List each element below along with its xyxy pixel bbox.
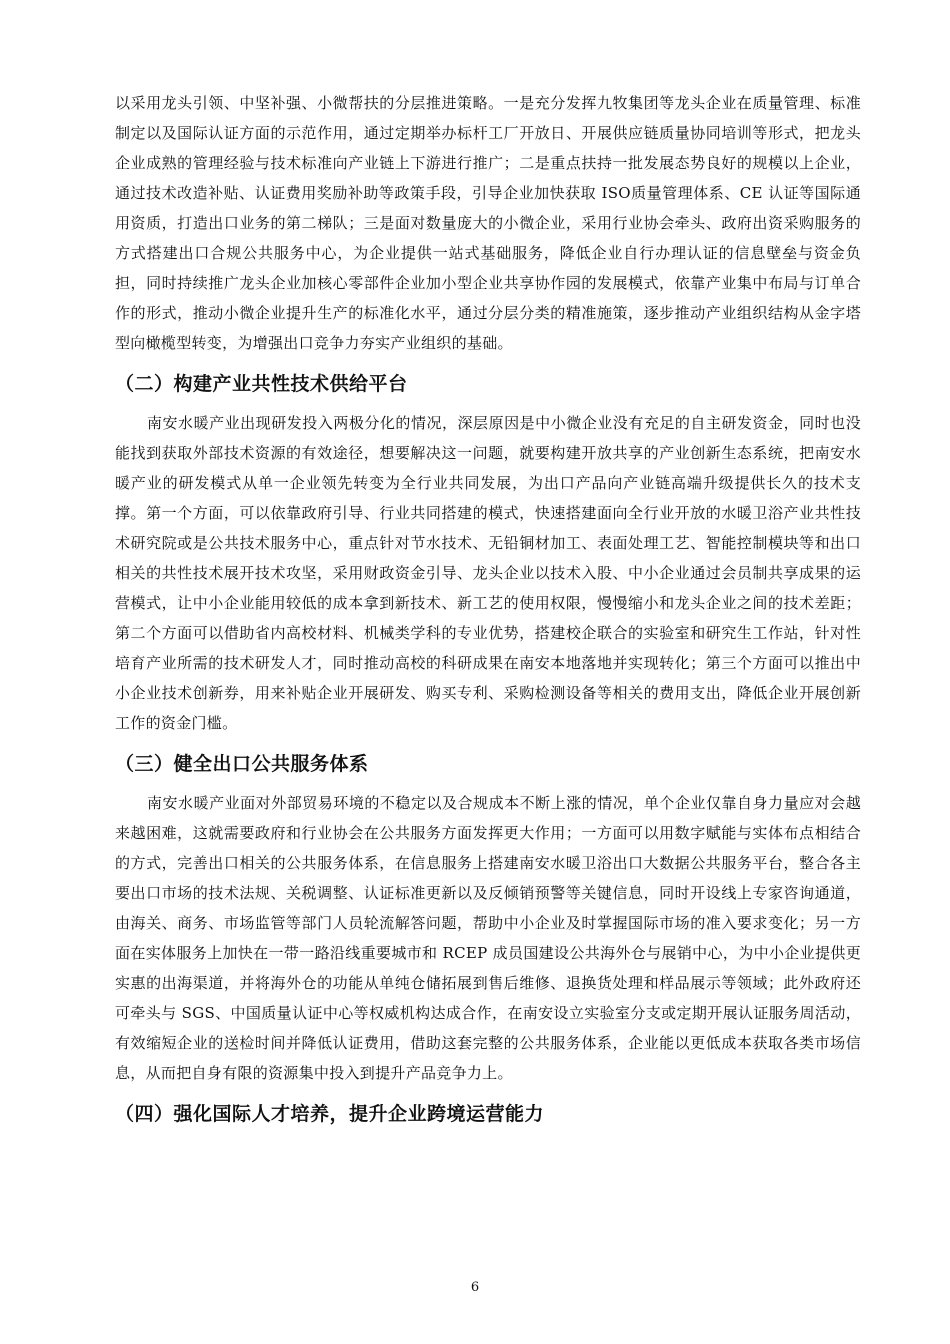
heading-international-talent: （四）强化国际人才培养，提升企业跨境运营能力 bbox=[115, 1103, 545, 1125]
paragraph-export-public-service: 南安水暖产业面对外部贸易环境的不稳定以及合规成本不断上涨的情况，单个企业仅靠自身力量应对会越来越困难，这就需要政府和行业协会在公共服务方面发挥更大作用；一方面可以用数字赋能与实体布点相结合的方式，完善出口相关的公共服务体系，在信息服务上搭建南安水暖卫浴出口大数据公共服务平台，整合各主要出口市场的技术法规、关税调整、认证标准更新以及反倾销预警等关键信息，同时开设线上专家咨询通道，由海关、商务、市场监管等部门人员轮流解答问题，帮助中小企业及时掌握国际市场的准入要求变化；另一方面在实体服务上加快在一带一路沿线重要城市和 RCEP 成员国建设公共海外仓与展销中心，为中小企业提供更实惠的出海渠道，并将海外仓的功能从单纯仓储拓展到售后维修、退换货处理和样品展示等领域；此外政府还可牵头与 SGS、中国质量认证中心等权威机构达成合作，在南安设立实验室分支或定期开展认证服务周活动，有效缩短企业的送检时间并降低认证费用，借助这套完整的公共服务体系，企业能以更低成本获取各类市场信息，从而把自身有限的资源集中投入到提升产品竞争力上。 bbox=[115, 794, 861, 1082]
heading-common-technology-platform: （二）构建产业共性技术供给平台 bbox=[115, 373, 408, 395]
paragraph-common-technology-platform: 南安水暖产业出现研发投入两极分化的情况，深层原因是中小微企业没有充足的自主研发资金，同时也没能找到获取外部技术资源的有效途径，想要解决这一问题，就要构建开放共享的产业创新生态系统，把南安水暖产业的研发模式从单一企业领先转变为全行业共同发展，为出口产品向产业链高端升级提供长久的技术支撑。第一个方面，可以依靠政府引导、行业共同搭建的模式，快速搭建面向全行业开放的水暖卫浴产业共性技术研究院或是公共技术服务中心，重点针对节水技术、无铅铜材加工、表面处理工艺、智能控制模块等和出口相关的共性技术展开技术攻坚，采用财政资金引导、龙头企业以技术入股、中小企业通过会员制共享成果的运营模式，让中小企业能用较低的成本拿到新技术、新工艺的使用权限，慢慢缩小和龙头企业之间的技术差距；第二个方面可以借助省内高校材料、机械类学科的专业优势，搭建校企联合的实验室和研究生工作站，针对性培育产业所需的技术研发人才，同时推动高校的科研成果在南安本地落地并实现转化；第三个方面可以推出中小企业技术创新券，用来补贴企业开展研发、购买专利、采购检测设备等相关的费用支出，降低企业开展创新工作的资金门槛。 bbox=[115, 414, 861, 732]
heading-export-public-service: （三）健全出口公共服务体系 bbox=[115, 753, 369, 775]
paragraph-layered-strategy: 以采用龙头引领、中坚补强、小微帮扶的分层推进策略。一是充分发挥九牧集团等龙头企业在质量管理、标准制定以及国际认证方面的示范作用，通过定期举办标杆工厂开放日、开展供应链质量协同培训等形式，把龙头企业成熟的管理经验与技术标准向产业链上下游进行推广；二是重点扶持一批发展态势良好的规模以上企业，通过技术改造补贴、认证费用奖励补助等政策手段，引导企业加快获取 ISO质量管理体系、CE 认证等国际通用资质，打造出口业务的第二梯队；三是面对数量庞大的小微企业，采用行业协会牵头、政府出资采购服务的方式搭建出口合规公共服务中心，为企业提供一站式基础服务，降低企业自行办理认证的信息壁垒与资金负担，同时持续推广龙头企业加核心零部件企业加小型企业共享协作园的发展模式，依靠产业集中布局与订单合作的形式，推动小微企业提升生产的标准化水平，通过分层分类的精准施策，逐步推动产业组织结构从金字塔型向橄榄型转变，为增强出口竞争力夯实产业组织的基础。 bbox=[115, 94, 861, 352]
document-body bbox=[115, 88, 861, 1138]
page-number: 6 bbox=[470, 1280, 480, 1295]
